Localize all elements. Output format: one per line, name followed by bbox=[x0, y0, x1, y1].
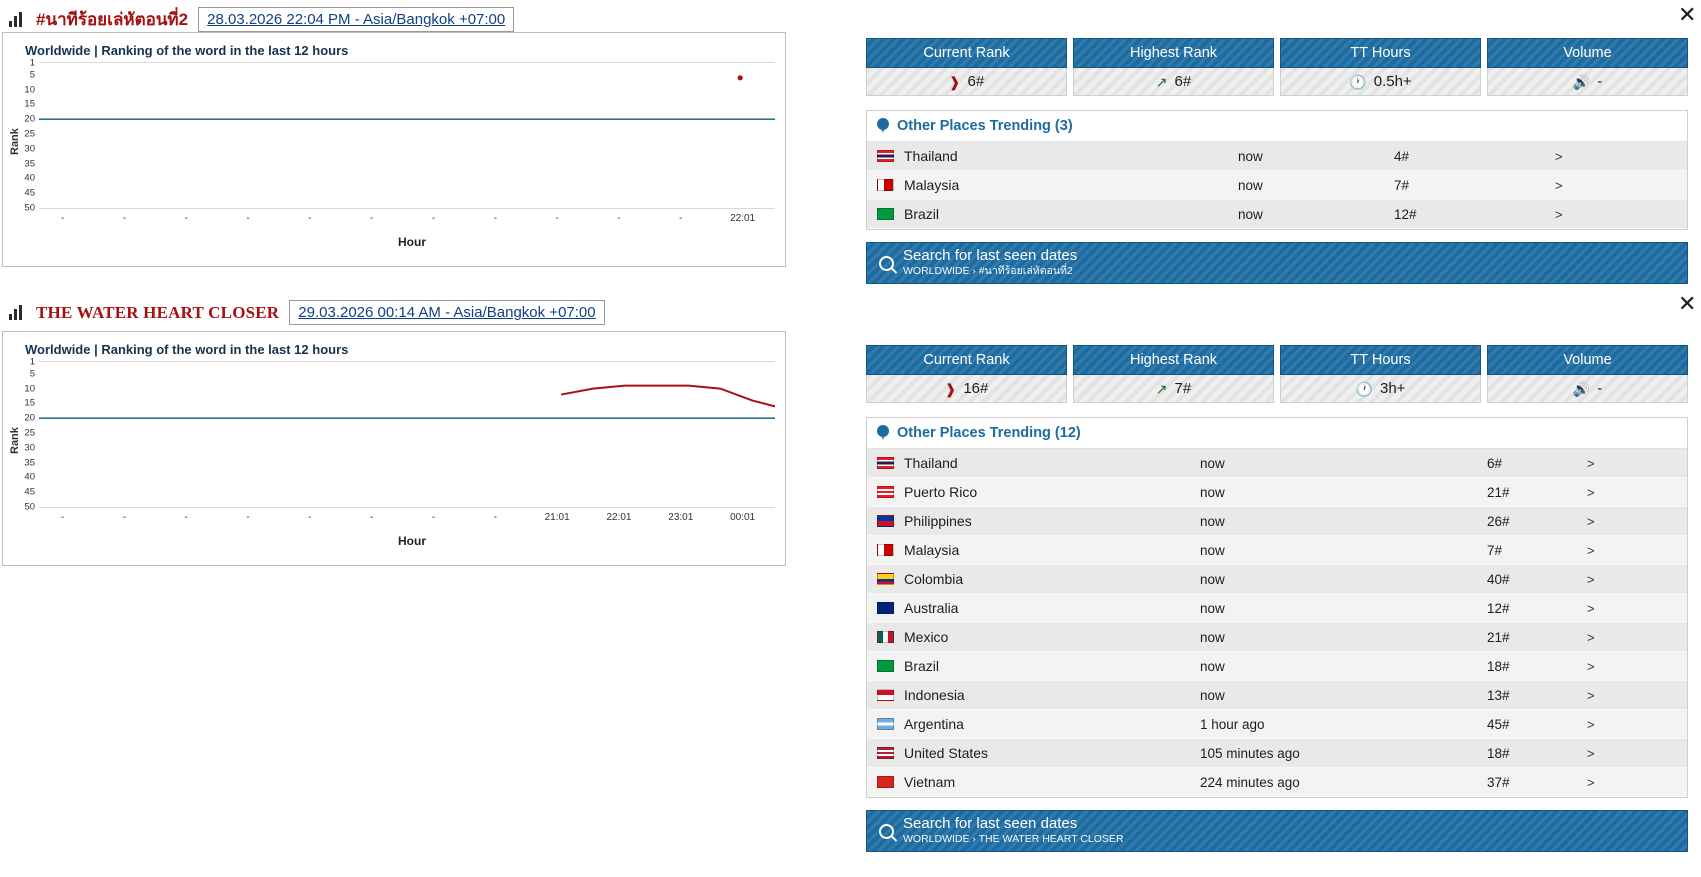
place-name: United States bbox=[904, 745, 989, 761]
flag-icon bbox=[877, 150, 894, 162]
chevron-right-icon[interactable]: > bbox=[1555, 177, 1563, 193]
place-time: now bbox=[1200, 542, 1225, 558]
y-tick: 5 bbox=[29, 368, 35, 380]
flag-icon bbox=[877, 573, 894, 585]
place-rank: 37# bbox=[1487, 774, 1510, 790]
stat-value-wrap bbox=[866, 68, 1067, 96]
place-time: now bbox=[1200, 455, 1225, 471]
list-item[interactable] bbox=[867, 681, 1687, 710]
chevron-right-icon[interactable]: > bbox=[1587, 629, 1595, 645]
chevron-right-icon[interactable]: > bbox=[1587, 542, 1595, 558]
place-name: Malaysia bbox=[904, 177, 960, 193]
list-item[interactable] bbox=[867, 449, 1687, 478]
trend-title: THE WATER HEART CLOSER bbox=[36, 302, 280, 322]
list-item[interactable] bbox=[867, 710, 1687, 739]
chart-caption: Worldwide | Ranking of the word in the last 12 hours bbox=[25, 342, 349, 357]
rank-chart-card-2 bbox=[2, 331, 786, 566]
y-axis-label: Rank bbox=[9, 427, 21, 454]
stat-value: 3h+ bbox=[1379, 380, 1406, 397]
search-main-label: Search for last seen dates bbox=[903, 247, 1078, 264]
clock-icon: 🕐 bbox=[1349, 73, 1367, 90]
stat-current-rank bbox=[866, 38, 1067, 96]
x-tick: - bbox=[60, 213, 65, 224]
x-tick: - bbox=[308, 512, 312, 523]
flag-icon bbox=[877, 660, 894, 672]
stats-row bbox=[866, 38, 1688, 96]
y-tick: 30 bbox=[24, 442, 35, 454]
place-rank: 18# bbox=[1487, 745, 1510, 761]
place-rank: 18# bbox=[1487, 658, 1510, 674]
x-tick: - bbox=[370, 512, 374, 523]
place-rank: 13# bbox=[1487, 687, 1510, 703]
place-name: Vietnam bbox=[904, 774, 956, 790]
place-time: now bbox=[1238, 177, 1263, 193]
place-rank: 7# bbox=[1487, 542, 1503, 558]
list-item[interactable] bbox=[867, 142, 1687, 171]
place-time: now bbox=[1238, 206, 1263, 222]
stat-volume bbox=[1487, 38, 1688, 96]
stat-value-wrap bbox=[1487, 375, 1688, 403]
y-tick: 25 bbox=[24, 427, 35, 439]
place-rank: 26# bbox=[1487, 513, 1510, 529]
flag-icon bbox=[877, 776, 894, 788]
stat-label: Volume bbox=[1487, 345, 1688, 375]
other-places-card bbox=[866, 417, 1688, 798]
place-time: now bbox=[1200, 571, 1225, 587]
chart-svg bbox=[39, 63, 775, 208]
place-name: Malaysia bbox=[904, 542, 960, 558]
stat-volume bbox=[1487, 345, 1688, 403]
stat-highest-rank bbox=[1073, 345, 1274, 403]
x-tick: - bbox=[679, 213, 683, 224]
place-time: now bbox=[1200, 484, 1225, 500]
flag-icon bbox=[877, 179, 894, 191]
y-tick: 45 bbox=[24, 486, 35, 498]
x-tick: - bbox=[370, 213, 374, 224]
stat-value-wrap bbox=[1280, 68, 1481, 96]
place-name: Argentina bbox=[904, 716, 964, 732]
search-main-label: Search for last seen dates bbox=[903, 815, 1078, 832]
other-places-title: Other Places Trending (3) bbox=[897, 118, 1073, 134]
flag-icon bbox=[877, 208, 894, 220]
x-tick: - bbox=[122, 213, 127, 224]
other-places-card bbox=[866, 110, 1688, 230]
x-tick: - bbox=[431, 512, 436, 523]
x-tick: - bbox=[60, 512, 65, 523]
y-tick: 15 bbox=[24, 397, 35, 409]
list-item[interactable] bbox=[867, 478, 1687, 507]
y-tick: 45 bbox=[24, 187, 35, 199]
stat-tt-hours bbox=[1280, 38, 1481, 96]
stat-value: - bbox=[1597, 380, 1603, 397]
chevron-right-icon[interactable]: > bbox=[1587, 484, 1595, 500]
close-icon[interactable]: ✕ bbox=[1678, 292, 1697, 317]
stat-value-wrap bbox=[1487, 68, 1688, 96]
place-name: Australia bbox=[904, 600, 959, 616]
place-rank: 21# bbox=[1487, 484, 1510, 500]
other-places-title: Other Places Trending (12) bbox=[897, 425, 1081, 441]
place-rank: 45# bbox=[1487, 716, 1510, 732]
place-name: Philippines bbox=[904, 513, 972, 529]
chevron-right-icon[interactable]: > bbox=[1587, 600, 1595, 616]
location-pin-icon bbox=[877, 118, 889, 134]
x-tick: - bbox=[493, 512, 497, 523]
flag-icon bbox=[877, 515, 894, 527]
chevron-right-icon[interactable]: > bbox=[1587, 774, 1595, 790]
x-axis-label: Hour bbox=[398, 534, 426, 548]
flag-icon bbox=[877, 747, 894, 759]
x-tick: - bbox=[617, 213, 621, 224]
rank-marker-icon: ❱ bbox=[948, 73, 961, 90]
x-axis-label: Hour bbox=[398, 235, 426, 249]
place-rank: 4# bbox=[1394, 148, 1410, 164]
place-time: now bbox=[1238, 148, 1263, 164]
place-name: Indonesia bbox=[904, 687, 965, 703]
place-time: 224 minutes ago bbox=[1200, 774, 1300, 790]
list-item[interactable] bbox=[867, 565, 1687, 594]
flag-icon bbox=[877, 689, 894, 701]
trend-title: #นาทีร้อยเล่หัตอนที่2 bbox=[36, 10, 189, 29]
x-tick: 21:01 bbox=[544, 512, 570, 523]
stat-value: 7# bbox=[1174, 380, 1192, 397]
stat-value: 0.5h+ bbox=[1373, 73, 1412, 90]
x-tick: 23:01 bbox=[668, 512, 694, 523]
chart-caption: Worldwide | Ranking of the word in the last 12 hours bbox=[25, 43, 349, 58]
stat-highest-rank bbox=[1073, 38, 1274, 96]
y-tick: 40 bbox=[24, 172, 35, 184]
chart-plot-area bbox=[9, 356, 775, 513]
place-time: 105 minutes ago bbox=[1200, 745, 1300, 761]
close-icon[interactable]: ✕ bbox=[1678, 3, 1697, 28]
trend-up-icon: ↗ bbox=[1155, 73, 1168, 90]
y-tick: 5 bbox=[29, 69, 35, 81]
chevron-right-icon[interactable]: > bbox=[1587, 571, 1595, 587]
list-item[interactable] bbox=[867, 652, 1687, 681]
trend-up-icon: ↗ bbox=[1155, 380, 1168, 397]
y-axis-label: Rank bbox=[9, 128, 21, 155]
x-tick: - bbox=[246, 213, 250, 224]
chevron-right-icon[interactable]: > bbox=[1587, 687, 1595, 703]
y-tick: 10 bbox=[24, 84, 35, 96]
y-tick: 20 bbox=[24, 412, 35, 424]
x-tick: - bbox=[184, 512, 188, 523]
y-tick: 10 bbox=[24, 383, 35, 395]
flag-icon bbox=[877, 486, 894, 498]
y-tick: 20 bbox=[24, 113, 35, 125]
search-last-seen-bar[interactable] bbox=[866, 242, 1688, 284]
x-tick: - bbox=[122, 512, 127, 523]
chevron-right-icon[interactable]: > bbox=[1587, 455, 1595, 471]
y-tick: 25 bbox=[24, 128, 35, 140]
chevron-right-icon[interactable]: > bbox=[1587, 513, 1595, 529]
flag-icon bbox=[877, 602, 894, 614]
chevron-right-icon[interactable]: > bbox=[1555, 206, 1563, 222]
list-item[interactable] bbox=[867, 768, 1687, 797]
y-tick: 40 bbox=[24, 471, 35, 483]
other-places-title-row bbox=[867, 418, 1687, 449]
x-tick: - bbox=[246, 512, 250, 523]
chart-svg bbox=[39, 362, 775, 507]
chevron-right-icon[interactable]: > bbox=[1555, 148, 1563, 164]
trend-header bbox=[4, 296, 605, 329]
flag-icon bbox=[877, 457, 894, 469]
list-item[interactable] bbox=[867, 171, 1687, 200]
place-rank: 12# bbox=[1394, 206, 1417, 222]
place-name: Colombia bbox=[904, 571, 964, 587]
place-rank: 12# bbox=[1487, 600, 1510, 616]
trend-date-link[interactable]: 28.03.2026 22:04 PM - Asia/Bangkok +07:00 bbox=[198, 7, 514, 32]
chart-plot-area bbox=[9, 57, 775, 214]
stat-label: Volume bbox=[1487, 38, 1688, 68]
y-tick: 1 bbox=[29, 57, 35, 69]
stat-label: Highest Rank bbox=[1073, 345, 1274, 375]
place-time: now bbox=[1200, 513, 1225, 529]
list-item[interactable] bbox=[867, 507, 1687, 536]
stat-value: 6# bbox=[967, 73, 985, 90]
other-places-title-row bbox=[867, 111, 1687, 142]
stat-value-wrap bbox=[1280, 375, 1481, 403]
flag-icon bbox=[877, 631, 894, 643]
stat-label: Current Rank bbox=[866, 345, 1067, 375]
location-pin-icon bbox=[877, 425, 889, 441]
volume-icon: 🔊 bbox=[1572, 380, 1591, 397]
place-time: now bbox=[1200, 687, 1225, 703]
y-tick: 50 bbox=[24, 202, 35, 214]
place-name: Thailand bbox=[904, 455, 958, 471]
place-rank: 21# bbox=[1487, 629, 1510, 645]
flag-icon bbox=[877, 544, 894, 556]
flag-icon bbox=[877, 718, 894, 730]
stat-label: TT Hours bbox=[1280, 38, 1481, 68]
place-time: 1 hour ago bbox=[1200, 716, 1265, 732]
trend-date-link[interactable]: 29.03.2026 00:14 AM - Asia/Bangkok +07:00 bbox=[289, 300, 604, 325]
stat-value-wrap bbox=[1073, 68, 1274, 96]
x-tick: - bbox=[184, 213, 188, 224]
list-item[interactable] bbox=[867, 536, 1687, 565]
search-sub-label: WORLDWIDE › THE WATER HEART CLOSER bbox=[903, 832, 1124, 845]
stats-row bbox=[866, 345, 1688, 403]
list-item[interactable] bbox=[867, 200, 1687, 229]
x-tick: - bbox=[493, 213, 497, 224]
stat-label: TT Hours bbox=[1280, 345, 1481, 375]
place-rank: 6# bbox=[1487, 455, 1503, 471]
stat-value: 6# bbox=[1174, 73, 1192, 90]
list-item[interactable] bbox=[867, 739, 1687, 768]
clock-icon: 🕐 bbox=[1355, 380, 1373, 397]
place-name: Brazil bbox=[904, 658, 940, 674]
x-axis-ticks bbox=[39, 209, 775, 231]
rank-chart-card-1 bbox=[2, 32, 786, 267]
detail-panel-1 bbox=[866, 38, 1688, 284]
y-tick: 35 bbox=[24, 457, 35, 469]
search-icon bbox=[879, 824, 894, 839]
volume-icon: 🔊 bbox=[1572, 73, 1591, 90]
y-tick: 30 bbox=[24, 143, 35, 155]
place-time: now bbox=[1200, 600, 1225, 616]
search-sub-label: WORLDWIDE › #นาทีร้อยเล่หัตอนที่2 bbox=[903, 264, 1073, 277]
stat-label: Highest Rank bbox=[1073, 38, 1274, 68]
stat-value-wrap bbox=[866, 375, 1067, 403]
y-tick: 15 bbox=[24, 98, 35, 110]
stat-value: - bbox=[1597, 73, 1603, 90]
place-name: Brazil bbox=[904, 206, 940, 222]
x-tick: 00:01 bbox=[730, 512, 756, 523]
x-tick: - bbox=[431, 213, 436, 224]
search-last-seen-bar[interactable] bbox=[866, 810, 1688, 852]
chevron-right-icon[interactable]: > bbox=[1587, 716, 1595, 732]
stat-tt-hours bbox=[1280, 345, 1481, 403]
stat-current-rank bbox=[866, 345, 1067, 403]
stat-label: Current Rank bbox=[866, 38, 1067, 68]
y-tick: 35 bbox=[24, 158, 35, 170]
place-name: Puerto Rico bbox=[904, 484, 978, 500]
chevron-right-icon[interactable]: > bbox=[1587, 658, 1595, 674]
chart-bars-icon bbox=[8, 304, 26, 322]
place-name: Thailand bbox=[904, 148, 958, 164]
x-tick: - bbox=[555, 213, 559, 224]
x-axis-ticks bbox=[39, 508, 775, 530]
place-rank: 40# bbox=[1487, 571, 1510, 587]
detail-panel-2 bbox=[866, 345, 1688, 852]
chevron-right-icon[interactable]: > bbox=[1587, 745, 1595, 761]
place-time: now bbox=[1200, 658, 1225, 674]
list-item[interactable] bbox=[867, 594, 1687, 623]
stat-value-wrap bbox=[1073, 375, 1274, 403]
x-tick: 22:01 bbox=[606, 512, 632, 523]
place-rank: 7# bbox=[1394, 177, 1410, 193]
stat-value: 16# bbox=[963, 380, 989, 397]
place-name: Mexico bbox=[904, 629, 949, 645]
search-icon bbox=[879, 256, 894, 271]
place-time: now bbox=[1200, 629, 1225, 645]
rank-marker-icon: ❱ bbox=[944, 380, 957, 397]
list-item[interactable] bbox=[867, 623, 1687, 652]
y-tick: 50 bbox=[24, 501, 35, 513]
x-tick: 22:01 bbox=[730, 213, 756, 224]
x-tick: - bbox=[308, 213, 312, 224]
y-tick: 1 bbox=[29, 356, 35, 368]
chart-bars-icon bbox=[8, 11, 26, 29]
